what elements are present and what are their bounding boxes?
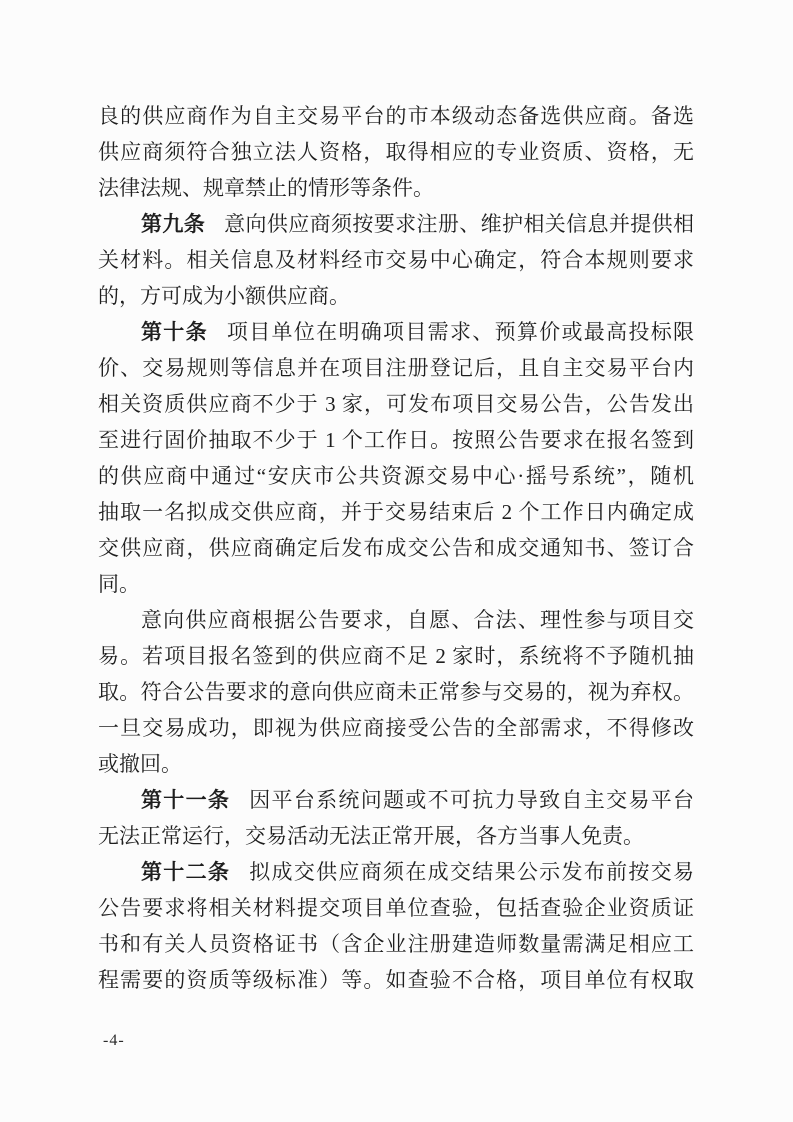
text-line: 取。符合公告要求的意向供应商未正常参与交易的，视为弃权。 [98, 680, 694, 704]
text-line: 公告要求将相关材料提交项目单位查验，包括查验企业资质证 [98, 896, 694, 920]
text-line: 无法正常运行，交易活动无法正常开展，各方当事人免责。 [98, 824, 644, 848]
line-text: 项目单位在明确项目需求、预算价或最高投标限 [226, 320, 694, 344]
article-number: 第十条 [141, 320, 208, 344]
text-line-article-12 [98, 854, 694, 890]
text-line: 法律法规、规章禁止的情形等条件。 [98, 176, 434, 200]
text-line: 意向供应商根据公告要求，自愿、合法、理性参与项目交 [141, 608, 694, 632]
text-line: 关材料。相关信息及材料经市交易中心确定，符合本规则要求 [98, 248, 694, 272]
text-line: 供应商须符合独立法人资格，取得相应的专业资质、资格，无 [98, 140, 694, 164]
text-line: 书和有关人员资格证书（含企业注册建造师数量需满足相应工 [98, 932, 694, 956]
text-line: 相关资质供应商不少于 3 家，可发布项目交易公告，公告发出 [98, 392, 694, 416]
line-text: 因平台系统问题或不可抗力导致自主交易平台 [249, 788, 694, 812]
text-line: 或撤回。 [98, 752, 182, 776]
text-line: 一旦交易成功，即视为供应商接受公告的全部需求，不得修改 [98, 716, 694, 740]
text-line-article-9 [98, 206, 694, 242]
text-line: 易。若项目报名签到的供应商不足 2 家时，系统将不予随机抽 [98, 644, 694, 668]
text-line: 交供应商，供应商确定后发布成交公告和成交通知书、签订合 [98, 536, 694, 560]
text-line-article-11 [98, 782, 694, 818]
line-text: 意向供应商须按要求注册、维护相关信息并提供相 [224, 212, 694, 236]
line-text: 拟成交供应商须在成交结果公示发布前按交易 [249, 860, 694, 884]
text-line: 程需要的资质等级标准）等。如查验不合格，项目单位有权取 [98, 968, 694, 992]
article-number: 第十二条 [141, 860, 231, 884]
text-line: 的供应商中通过“安庆市公共资源交易中心·摇号系统”，随机 [98, 464, 694, 488]
article-number: 第十一条 [141, 788, 231, 812]
text-line: 同。 [98, 572, 140, 596]
text-line: 抽取一名拟成交供应商，并于交易结束后 2 个工作日内确定成 [98, 500, 694, 524]
text-line: 价、交易规则等信息并在项目注册登记后，且自主交易平台内 [98, 356, 694, 380]
text-line: 的，方可成为小额供应商。 [98, 284, 350, 308]
text-line-article-10 [98, 314, 694, 350]
article-number: 第九条 [141, 212, 206, 236]
body-text [98, 98, 694, 998]
page-number: -4- [103, 1032, 125, 1049]
text-line: 良的供应商作为自主交易平台的市本级动态备选供应商。备选 [98, 104, 694, 128]
text-line: 至进行固价抽取不少于 1 个工作日。按照公告要求在报名签到 [98, 428, 694, 452]
